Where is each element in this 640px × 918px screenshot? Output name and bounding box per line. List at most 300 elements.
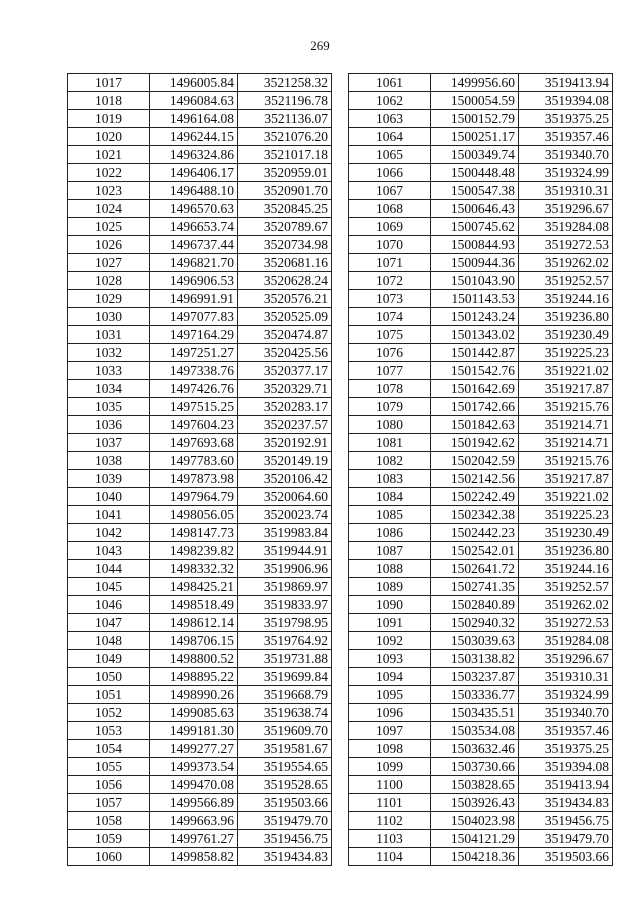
x-coordinate-cell: 1501542.76 [431, 362, 519, 380]
y-coordinate-cell: 3519731.88 [238, 650, 332, 668]
point-id-cell: 1093 [349, 650, 431, 668]
y-coordinate-cell: 3520425.56 [238, 344, 332, 362]
x-coordinate-cell: 1503926.43 [431, 794, 519, 812]
table-row [349, 164, 613, 182]
y-coordinate-cell: 3519434.83 [519, 794, 613, 812]
x-coordinate-cell: 1501842.63 [431, 416, 519, 434]
y-coordinate-cell: 3519221.02 [519, 362, 613, 380]
table-row [349, 146, 613, 164]
y-coordinate-cell: 3519272.53 [519, 614, 613, 632]
point-id-cell: 1028 [68, 272, 150, 290]
point-id-cell: 1035 [68, 398, 150, 416]
x-coordinate-cell: 1499470.08 [150, 776, 238, 794]
x-coordinate-cell: 1497783.60 [150, 452, 238, 470]
x-coordinate-cell: 1501742.66 [431, 398, 519, 416]
point-id-cell: 1088 [349, 560, 431, 578]
page-number: 269 [310, 38, 330, 53]
point-id-cell: 1089 [349, 578, 431, 596]
x-coordinate-cell: 1499956.60 [431, 74, 519, 92]
table-row [349, 794, 613, 812]
y-coordinate-cell: 3519357.46 [519, 722, 613, 740]
y-coordinate-cell: 3519944.91 [238, 542, 332, 560]
y-coordinate-cell: 3519252.57 [519, 578, 613, 596]
point-id-cell: 1047 [68, 614, 150, 632]
y-coordinate-cell: 3519394.08 [519, 92, 613, 110]
point-id-cell: 1060 [68, 848, 150, 866]
point-id-cell: 1026 [68, 236, 150, 254]
point-id-cell: 1065 [349, 146, 431, 164]
table-row [349, 110, 613, 128]
table-row [349, 416, 613, 434]
point-id-cell: 1071 [349, 254, 431, 272]
point-id-cell: 1064 [349, 128, 431, 146]
x-coordinate-cell: 1496406.17 [150, 164, 238, 182]
point-id-cell: 1056 [68, 776, 150, 794]
x-coordinate-cell: 1497873.98 [150, 470, 238, 488]
x-coordinate-cell: 1498990.26 [150, 686, 238, 704]
y-coordinate-cell: 3520064.60 [238, 488, 332, 506]
table-row [349, 758, 613, 776]
point-id-cell: 1101 [349, 794, 431, 812]
table-row [349, 650, 613, 668]
x-coordinate-cell: 1498518.49 [150, 596, 238, 614]
point-id-cell: 1058 [68, 812, 150, 830]
table-row [349, 218, 613, 236]
y-coordinate-cell: 3519324.99 [519, 164, 613, 182]
table-row [68, 308, 332, 326]
point-id-cell: 1030 [68, 308, 150, 326]
table-row [349, 92, 613, 110]
table-row [68, 362, 332, 380]
y-coordinate-cell: 3519528.65 [238, 776, 332, 794]
x-coordinate-cell: 1503435.51 [431, 704, 519, 722]
y-coordinate-cell: 3519375.25 [519, 740, 613, 758]
table-row [68, 200, 332, 218]
x-coordinate-cell: 1496084.63 [150, 92, 238, 110]
y-coordinate-cell: 3520474.87 [238, 326, 332, 344]
y-coordinate-cell: 3519456.75 [238, 830, 332, 848]
table-row [68, 686, 332, 704]
table-row [68, 128, 332, 146]
y-coordinate-cell: 3519983.84 [238, 524, 332, 542]
x-coordinate-cell: 1499277.27 [150, 740, 238, 758]
x-coordinate-cell: 1499373.54 [150, 758, 238, 776]
y-coordinate-cell: 3519244.16 [519, 560, 613, 578]
y-coordinate-cell: 3520628.24 [238, 272, 332, 290]
y-coordinate-cell: 3519456.75 [519, 812, 613, 830]
x-coordinate-cell: 1498800.52 [150, 650, 238, 668]
x-coordinate-cell: 1499085.63 [150, 704, 238, 722]
table-row [349, 596, 613, 614]
point-id-cell: 1020 [68, 128, 150, 146]
x-coordinate-cell: 1497693.68 [150, 434, 238, 452]
y-coordinate-cell: 3520283.17 [238, 398, 332, 416]
table-row [68, 92, 332, 110]
table-row [349, 506, 613, 524]
point-id-cell: 1085 [349, 506, 431, 524]
point-id-cell: 1052 [68, 704, 150, 722]
x-coordinate-cell: 1496991.91 [150, 290, 238, 308]
x-coordinate-cell: 1498706.15 [150, 632, 238, 650]
y-coordinate-cell: 3519798.95 [238, 614, 332, 632]
point-id-cell: 1025 [68, 218, 150, 236]
point-id-cell: 1096 [349, 704, 431, 722]
y-coordinate-cell: 3519236.80 [519, 542, 613, 560]
table-row [349, 74, 613, 92]
x-coordinate-cell: 1503730.66 [431, 758, 519, 776]
y-coordinate-cell: 3519236.80 [519, 308, 613, 326]
table-row [349, 344, 613, 362]
table-row [68, 614, 332, 632]
y-coordinate-cell: 3520192.91 [238, 434, 332, 452]
table-row [68, 434, 332, 452]
y-coordinate-cell: 3519296.67 [519, 200, 613, 218]
table-row [349, 686, 613, 704]
y-coordinate-cell: 3520023.74 [238, 506, 332, 524]
table-row [349, 542, 613, 560]
y-coordinate-cell: 3520576.21 [238, 290, 332, 308]
y-coordinate-cell: 3519869.97 [238, 578, 332, 596]
x-coordinate-cell: 1496324.86 [150, 146, 238, 164]
x-coordinate-cell: 1500152.79 [431, 110, 519, 128]
point-id-cell: 1044 [68, 560, 150, 578]
point-id-cell: 1091 [349, 614, 431, 632]
table-row [349, 488, 613, 506]
point-id-cell: 1092 [349, 632, 431, 650]
table-row [349, 668, 613, 686]
x-coordinate-cell: 1497964.79 [150, 488, 238, 506]
y-coordinate-cell: 3519479.70 [519, 830, 613, 848]
y-coordinate-cell: 3519609.70 [238, 722, 332, 740]
point-id-cell: 1038 [68, 452, 150, 470]
y-coordinate-cell: 3519394.08 [519, 758, 613, 776]
x-coordinate-cell: 1500054.59 [431, 92, 519, 110]
y-coordinate-cell: 3519244.16 [519, 290, 613, 308]
table-row [68, 506, 332, 524]
x-coordinate-cell: 1504121.29 [431, 830, 519, 848]
table-row [349, 128, 613, 146]
y-coordinate-cell: 3519284.08 [519, 632, 613, 650]
x-coordinate-cell: 1496164.08 [150, 110, 238, 128]
point-id-cell: 1068 [349, 200, 431, 218]
y-coordinate-cell: 3519214.71 [519, 416, 613, 434]
table-row [349, 830, 613, 848]
y-coordinate-cell: 3520106.42 [238, 470, 332, 488]
point-id-cell: 1041 [68, 506, 150, 524]
y-coordinate-cell: 3519375.25 [519, 110, 613, 128]
x-coordinate-cell: 1503632.46 [431, 740, 519, 758]
x-coordinate-cell: 1496488.10 [150, 182, 238, 200]
x-coordinate-cell: 1500745.62 [431, 218, 519, 236]
y-coordinate-cell: 3519215.76 [519, 452, 613, 470]
point-id-cell: 1059 [68, 830, 150, 848]
table-row [349, 362, 613, 380]
y-coordinate-cell: 3519262.02 [519, 596, 613, 614]
table-row [349, 524, 613, 542]
point-id-cell: 1029 [68, 290, 150, 308]
y-coordinate-cell: 3520681.16 [238, 254, 332, 272]
point-id-cell: 1097 [349, 722, 431, 740]
y-coordinate-cell: 3519668.79 [238, 686, 332, 704]
table-row [68, 488, 332, 506]
x-coordinate-cell: 1502142.56 [431, 470, 519, 488]
table-row [349, 740, 613, 758]
y-coordinate-cell: 3519252.57 [519, 272, 613, 290]
y-coordinate-cell: 3519699.84 [238, 668, 332, 686]
table-row [349, 398, 613, 416]
table-row [349, 614, 613, 632]
x-coordinate-cell: 1500646.43 [431, 200, 519, 218]
y-coordinate-cell: 3519262.02 [519, 254, 613, 272]
point-id-cell: 1079 [349, 398, 431, 416]
x-coordinate-cell: 1496570.63 [150, 200, 238, 218]
table-row [68, 110, 332, 128]
point-id-cell: 1023 [68, 182, 150, 200]
y-coordinate-cell: 3519230.49 [519, 326, 613, 344]
point-id-cell: 1019 [68, 110, 150, 128]
x-coordinate-cell: 1500844.93 [431, 236, 519, 254]
point-id-cell: 1021 [68, 146, 150, 164]
y-coordinate-cell: 3519638.74 [238, 704, 332, 722]
x-coordinate-cell: 1498612.14 [150, 614, 238, 632]
x-coordinate-cell: 1500547.38 [431, 182, 519, 200]
point-id-cell: 1073 [349, 290, 431, 308]
y-coordinate-cell: 3519284.08 [519, 218, 613, 236]
y-coordinate-cell: 3519357.46 [519, 128, 613, 146]
table-row [349, 200, 613, 218]
x-coordinate-cell: 1500448.48 [431, 164, 519, 182]
x-coordinate-cell: 1501143.53 [431, 290, 519, 308]
y-coordinate-cell: 3519217.87 [519, 380, 613, 398]
y-coordinate-cell: 3519324.99 [519, 686, 613, 704]
point-id-cell: 1037 [68, 434, 150, 452]
table-row [68, 236, 332, 254]
x-coordinate-cell: 1497515.25 [150, 398, 238, 416]
point-id-cell: 1033 [68, 362, 150, 380]
table-row [68, 722, 332, 740]
y-coordinate-cell: 3519764.92 [238, 632, 332, 650]
table-row [349, 434, 613, 452]
x-coordinate-cell: 1501442.87 [431, 344, 519, 362]
x-coordinate-cell: 1498239.82 [150, 542, 238, 560]
point-id-cell: 1045 [68, 578, 150, 596]
table-row [68, 830, 332, 848]
x-coordinate-cell: 1496906.53 [150, 272, 238, 290]
x-coordinate-cell: 1502242.49 [431, 488, 519, 506]
table-row [68, 344, 332, 362]
point-id-cell: 1032 [68, 344, 150, 362]
table-row [349, 326, 613, 344]
y-coordinate-cell: 3519217.87 [519, 470, 613, 488]
point-id-cell: 1049 [68, 650, 150, 668]
y-coordinate-cell: 3521017.18 [238, 146, 332, 164]
point-id-cell: 1087 [349, 542, 431, 560]
x-coordinate-cell: 1502342.38 [431, 506, 519, 524]
x-coordinate-cell: 1497251.27 [150, 344, 238, 362]
point-id-cell: 1081 [349, 434, 431, 452]
point-id-cell: 1078 [349, 380, 431, 398]
table-row [349, 236, 613, 254]
table-row [68, 146, 332, 164]
table-row [68, 560, 332, 578]
point-id-cell: 1051 [68, 686, 150, 704]
x-coordinate-cell: 1501942.62 [431, 434, 519, 452]
point-id-cell: 1024 [68, 200, 150, 218]
y-coordinate-cell: 3520845.25 [238, 200, 332, 218]
point-id-cell: 1077 [349, 362, 431, 380]
point-id-cell: 1076 [349, 344, 431, 362]
y-coordinate-cell: 3520377.17 [238, 362, 332, 380]
y-coordinate-cell: 3519221.02 [519, 488, 613, 506]
y-coordinate-cell: 3520237.57 [238, 416, 332, 434]
point-id-cell: 1094 [349, 668, 431, 686]
table-row [349, 560, 613, 578]
table-row [349, 452, 613, 470]
x-coordinate-cell: 1503828.65 [431, 776, 519, 794]
point-id-cell: 1090 [349, 596, 431, 614]
table-row [349, 254, 613, 272]
point-id-cell: 1067 [349, 182, 431, 200]
y-coordinate-cell: 3519230.49 [519, 524, 613, 542]
point-id-cell: 1034 [68, 380, 150, 398]
y-coordinate-cell: 3519340.70 [519, 146, 613, 164]
point-id-cell: 1080 [349, 416, 431, 434]
x-coordinate-cell: 1497604.23 [150, 416, 238, 434]
x-coordinate-cell: 1503336.77 [431, 686, 519, 704]
table-row [68, 740, 332, 758]
y-coordinate-cell: 3519906.96 [238, 560, 332, 578]
table-row [349, 812, 613, 830]
table-row [68, 272, 332, 290]
y-coordinate-cell: 3519413.94 [519, 776, 613, 794]
table-row [68, 470, 332, 488]
x-coordinate-cell: 1496244.15 [150, 128, 238, 146]
point-id-cell: 1017 [68, 74, 150, 92]
x-coordinate-cell: 1498147.73 [150, 524, 238, 542]
table-row [349, 776, 613, 794]
table-row [68, 326, 332, 344]
point-id-cell: 1050 [68, 668, 150, 686]
x-coordinate-cell: 1503138.82 [431, 650, 519, 668]
table-row [349, 290, 613, 308]
x-coordinate-cell: 1503039.63 [431, 632, 519, 650]
x-coordinate-cell: 1501243.24 [431, 308, 519, 326]
point-id-cell: 1043 [68, 542, 150, 560]
table-row [349, 848, 613, 866]
y-coordinate-cell: 3519581.67 [238, 740, 332, 758]
point-id-cell: 1100 [349, 776, 431, 794]
y-coordinate-cell: 3519479.70 [238, 812, 332, 830]
table-row [68, 524, 332, 542]
table-row [349, 722, 613, 740]
point-id-cell: 1082 [349, 452, 431, 470]
point-id-cell: 1095 [349, 686, 431, 704]
point-id-cell: 1027 [68, 254, 150, 272]
y-coordinate-cell: 3519310.31 [519, 668, 613, 686]
table-row [349, 470, 613, 488]
y-coordinate-cell: 3520789.67 [238, 218, 332, 236]
x-coordinate-cell: 1499858.82 [150, 848, 238, 866]
table-row [68, 164, 332, 182]
x-coordinate-cell: 1496005.84 [150, 74, 238, 92]
x-coordinate-cell: 1499761.27 [150, 830, 238, 848]
point-id-cell: 1063 [349, 110, 431, 128]
point-id-cell: 1018 [68, 92, 150, 110]
y-coordinate-cell: 3519554.65 [238, 758, 332, 776]
table-row [349, 182, 613, 200]
point-id-cell: 1040 [68, 488, 150, 506]
table-row [68, 218, 332, 236]
table-row [68, 182, 332, 200]
point-id-cell: 1022 [68, 164, 150, 182]
point-id-cell: 1099 [349, 758, 431, 776]
x-coordinate-cell: 1502042.59 [431, 452, 519, 470]
y-coordinate-cell: 3520959.01 [238, 164, 332, 182]
point-id-cell: 1098 [349, 740, 431, 758]
y-coordinate-cell: 3519214.71 [519, 434, 613, 452]
table-row [349, 704, 613, 722]
point-id-cell: 1066 [349, 164, 431, 182]
y-coordinate-cell: 3519503.66 [519, 848, 613, 866]
x-coordinate-cell: 1502542.01 [431, 542, 519, 560]
point-id-cell: 1053 [68, 722, 150, 740]
point-id-cell: 1061 [349, 74, 431, 92]
coordinate-table-right [348, 73, 613, 866]
y-coordinate-cell: 3520734.98 [238, 236, 332, 254]
x-coordinate-cell: 1498425.21 [150, 578, 238, 596]
table-row [68, 794, 332, 812]
x-coordinate-cell: 1497338.76 [150, 362, 238, 380]
table-row [349, 632, 613, 650]
y-coordinate-cell: 3520901.70 [238, 182, 332, 200]
y-coordinate-cell: 3519215.76 [519, 398, 613, 416]
point-id-cell: 1074 [349, 308, 431, 326]
table-row [68, 254, 332, 272]
x-coordinate-cell: 1504023.98 [431, 812, 519, 830]
table-row [68, 398, 332, 416]
table-row [68, 380, 332, 398]
y-coordinate-cell: 3521258.32 [238, 74, 332, 92]
table-row [349, 578, 613, 596]
x-coordinate-cell: 1502840.89 [431, 596, 519, 614]
x-coordinate-cell: 1502641.72 [431, 560, 519, 578]
x-coordinate-cell: 1501343.02 [431, 326, 519, 344]
table-row [68, 776, 332, 794]
x-coordinate-cell: 1500349.74 [431, 146, 519, 164]
point-id-cell: 1048 [68, 632, 150, 650]
y-coordinate-cell: 3519225.23 [519, 506, 613, 524]
point-id-cell: 1102 [349, 812, 431, 830]
point-id-cell: 1036 [68, 416, 150, 434]
table-row [68, 758, 332, 776]
x-coordinate-cell: 1499663.96 [150, 812, 238, 830]
point-id-cell: 1046 [68, 596, 150, 614]
y-coordinate-cell: 3521076.20 [238, 128, 332, 146]
x-coordinate-cell: 1496653.74 [150, 218, 238, 236]
coordinate-table-left [67, 73, 332, 866]
table-row [68, 650, 332, 668]
y-coordinate-cell: 3519434.83 [238, 848, 332, 866]
point-id-cell: 1054 [68, 740, 150, 758]
table-row [68, 452, 332, 470]
point-id-cell: 1086 [349, 524, 431, 542]
point-id-cell: 1104 [349, 848, 431, 866]
table-row [68, 596, 332, 614]
point-id-cell: 1039 [68, 470, 150, 488]
table-row [68, 848, 332, 866]
y-coordinate-cell: 3521136.07 [238, 110, 332, 128]
y-coordinate-cell: 3519413.94 [519, 74, 613, 92]
